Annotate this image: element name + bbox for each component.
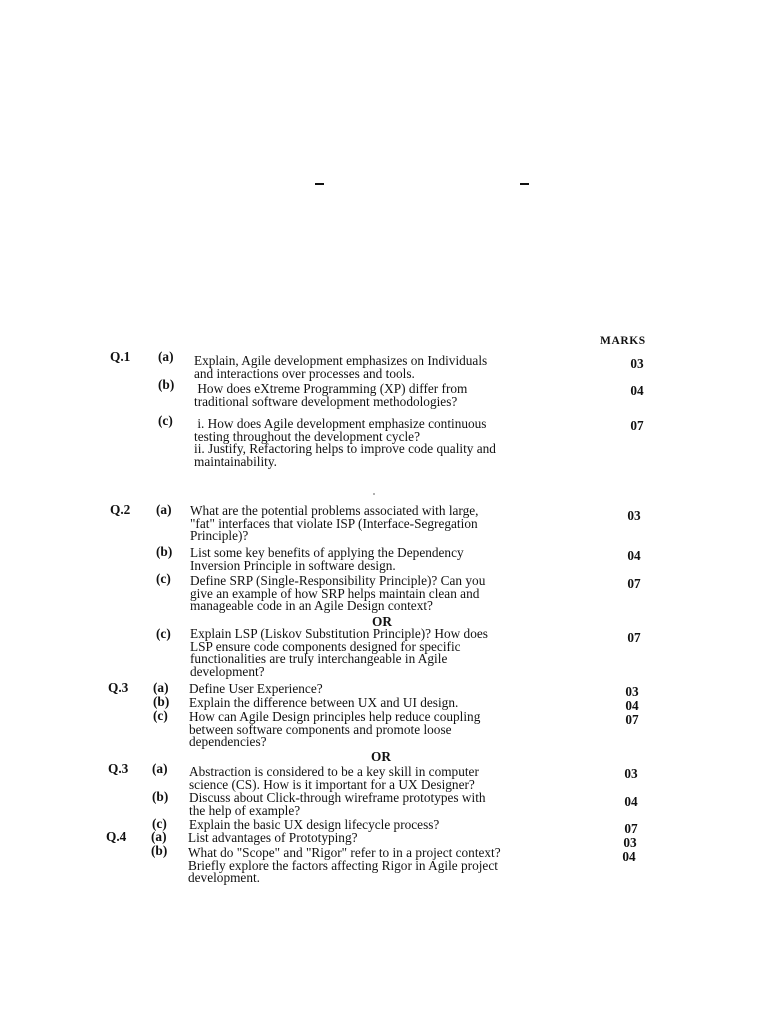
text-line: How does eXtreme Programming (XP) differ from — [194, 381, 468, 396]
text-line: between software components and promote loose — [189, 721, 452, 737]
sub-label: (b) — [152, 789, 169, 804]
marks-value: 07 — [625, 712, 639, 727]
marks-value: 03 — [624, 766, 638, 781]
sub-label: (c) — [152, 816, 167, 831]
question-text — [190, 547, 582, 572]
sub-label: (a) — [151, 829, 167, 844]
text-line: What do "Scope" and "Rigor" refer to in a project context? — [188, 845, 501, 860]
text-line: give an example of how SRP helps maintain clean and — [190, 585, 480, 601]
question-number: Q.4 — [106, 829, 127, 844]
text-line: maintainability. — [194, 453, 277, 469]
question-number: Q.1 — [110, 349, 131, 364]
question-text — [189, 683, 583, 696]
question-number: Q.2 — [110, 502, 131, 517]
text-line: the help of example? — [189, 802, 301, 818]
header-dash-left — [315, 183, 324, 185]
header-dash-right — [520, 183, 529, 185]
marks-value: 07 — [627, 576, 641, 591]
text-line: Briefly explore the factors affecting Rigor in Agile project — [188, 857, 498, 873]
marks-column-header: MARKS — [600, 335, 646, 347]
sub-label: (a) — [158, 349, 174, 364]
text-line: How can Agile Design principles help reduce coupling — [189, 709, 481, 724]
question-text — [190, 628, 582, 678]
text-line: and interactions over processes and tools. — [194, 365, 415, 381]
marks-value: 07 — [627, 630, 641, 645]
scan-speck — [373, 493, 375, 495]
text-line: What are the potential problems associated with large, — [190, 503, 479, 518]
sub-label: (b) — [153, 694, 170, 709]
question-text — [194, 418, 614, 468]
sub-label: (b) — [158, 377, 175, 392]
text-line: Explain the basic UX design lifecycle process? — [189, 817, 440, 832]
marks-value: 07 — [630, 418, 644, 433]
marks-value: 03 — [627, 508, 641, 523]
sub-label: (a) — [152, 761, 168, 776]
question-text — [189, 792, 581, 817]
text-line: Discuss about Click-through wireframe prototypes with — [189, 790, 486, 805]
marks-value: 04 — [622, 849, 636, 864]
marks-value: 04 — [630, 383, 644, 398]
question-number: Q.3 — [108, 680, 129, 695]
question-text — [190, 505, 582, 543]
marks-value: 03 — [625, 684, 639, 699]
text-line: Explain LSP (Liskov Substitution Principle)? How does — [190, 626, 488, 641]
text-line: i. How does Agile development emphasize continuous — [194, 416, 487, 431]
text-line: Explain, Agile development emphasizes on Individuals — [194, 353, 488, 368]
sub-label: (b) — [151, 843, 168, 858]
text-line: "fat" interfaces that violate ISP (Interface-Segregation — [190, 515, 478, 531]
or-divider: OR — [372, 614, 392, 629]
sub-label: (a) — [156, 502, 172, 517]
text-line: ii. Justify, Refactoring helps to improve code quality and — [194, 441, 496, 457]
text-line: LSP ensure code components designed for specific — [190, 638, 461, 654]
text-line: manageable code in an Agile Design context? — [190, 598, 433, 614]
question-text — [189, 766, 581, 791]
text-line: Explain the difference between UX and UI design. — [189, 695, 459, 710]
question-text — [189, 697, 583, 710]
text-line: testing throughout the development cycle? — [194, 428, 420, 444]
or-divider: OR — [371, 749, 391, 764]
text-line: traditional software development methodologies? — [194, 393, 458, 409]
sub-label: (c) — [156, 626, 171, 641]
question-number: Q.3 — [108, 761, 129, 776]
question-text — [188, 832, 582, 845]
sub-label: (b) — [156, 544, 173, 559]
question-text — [194, 355, 578, 380]
text-line: List some key benefits of applying the Dependency — [190, 545, 464, 560]
sub-label: (c) — [153, 708, 168, 723]
text-line: Define User Experience? — [189, 681, 323, 696]
text-line: development. — [188, 870, 261, 886]
text-line: science (CS). How is it important for a UX Designer? — [189, 776, 475, 792]
text-line: Abstraction is considered to be a key skill in computer — [189, 764, 479, 779]
marks-value: 03 — [623, 835, 637, 850]
marks-value: 04 — [624, 794, 638, 809]
marks-value: 04 — [627, 548, 641, 563]
text-line: functionalities are truly interchangeable in Agile — [190, 651, 448, 667]
sub-label: (a) — [153, 680, 169, 695]
question-text — [190, 575, 582, 613]
marks-value: 07 — [624, 821, 638, 836]
text-line: Inversion Principle in software design. — [190, 557, 396, 573]
sub-label: (c) — [158, 413, 173, 428]
text-line: List advantages of Prototyping? — [188, 830, 358, 845]
sub-label: (c) — [156, 571, 171, 586]
marks-value: 04 — [625, 698, 639, 713]
text-line: dependencies? — [189, 734, 267, 750]
text-line: Principle)? — [190, 528, 249, 544]
text-line: Define SRP (Single-Responsibility Principle)? Can you — [190, 573, 486, 588]
marks-value: 03 — [630, 356, 644, 371]
question-text — [194, 383, 578, 408]
text-line: development? — [190, 663, 265, 679]
question-text — [189, 711, 581, 749]
question-text — [188, 847, 588, 885]
